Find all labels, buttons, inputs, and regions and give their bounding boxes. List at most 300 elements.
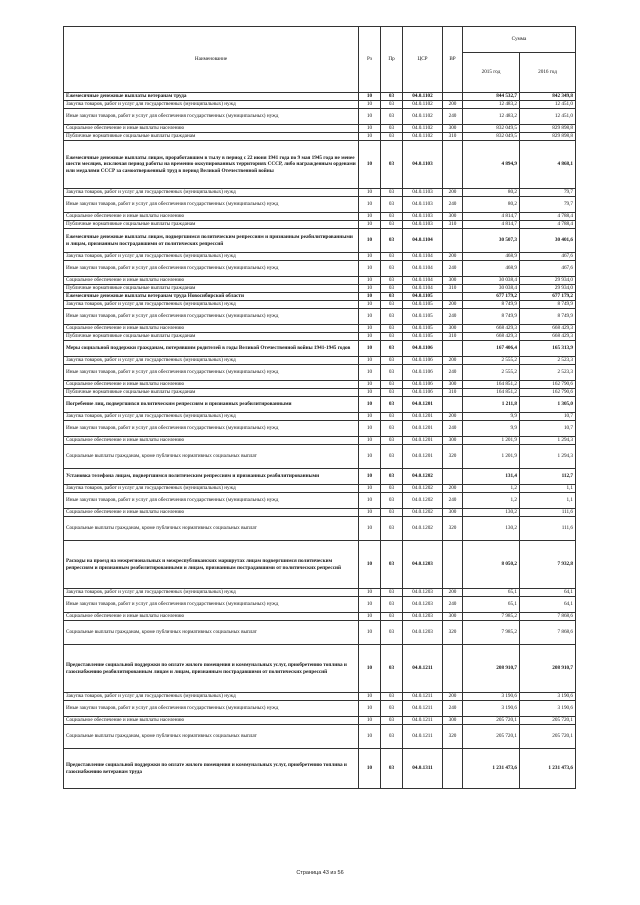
cell-vr <box>443 469 463 485</box>
cell-csr: 04.0.1203 <box>403 613 443 621</box>
budget-table <box>63 26 576 789</box>
cell-rz: 10 <box>359 485 381 493</box>
cell-name: Закупка товаров, работ и услуг для государственных (муниципальных) нужд <box>64 253 359 261</box>
cell-vr: 200 <box>443 413 463 421</box>
cell-name: Иные закупки товаров, работ и услуг для обеспечения государственных (муниципальных) нужд <box>64 597 359 613</box>
cell-pr: 03 <box>381 725 403 749</box>
cell-vr: 240 <box>443 493 463 509</box>
cell-csr: 04.0.1202 <box>403 493 443 509</box>
cell-csr: 04.0.1106 <box>403 365 443 381</box>
cell-csr: 04.0.1104 <box>403 285 443 293</box>
cell-name: Социальные выплаты гражданам, кроме публичных нормативных социальных выплат <box>64 621 359 645</box>
cell-sum-2016: 162 790,6 <box>520 389 576 397</box>
cell-name: Публичные нормативные социальные выплаты гражданам <box>64 133 359 141</box>
cell-vr: 200 <box>443 301 463 309</box>
cell-name: Публичные нормативные социальные выплаты гражданам <box>64 333 359 341</box>
cell-csr: 04.0.1106 <box>403 389 443 397</box>
cell-rz: 10 <box>359 221 381 229</box>
table-row <box>64 693 576 701</box>
cell-rz: 10 <box>359 253 381 261</box>
cell-vr <box>443 141 463 189</box>
cell-sum-2016: 4 868,1 <box>520 141 576 189</box>
cell-sum-2016: 30 401,6 <box>520 229 576 253</box>
cell-rz: 10 <box>359 389 381 397</box>
cell-pr: 03 <box>381 333 403 341</box>
cell-rz: 10 <box>359 189 381 197</box>
cell-vr: 300 <box>443 437 463 445</box>
cell-pr: 03 <box>381 493 403 509</box>
cell-sum-2016: 29 934,0 <box>520 277 576 285</box>
cell-csr: 04.0.1102 <box>403 101 443 109</box>
cell-sum-2016: 111,6 <box>520 509 576 517</box>
cell-sum-2015: 80,2 <box>463 197 520 213</box>
cell-vr: 240 <box>443 421 463 437</box>
cell-pr: 03 <box>381 469 403 485</box>
cell-pr: 03 <box>381 125 403 133</box>
cell-rz: 10 <box>359 133 381 141</box>
table-row <box>64 309 576 325</box>
cell-vr: 300 <box>443 277 463 285</box>
cell-name: Социальное обеспечение и иные выплаты населению <box>64 277 359 285</box>
cell-sum-2016: 1,1 <box>520 485 576 493</box>
cell-name: Социальное обеспечение и иные выплаты населению <box>64 213 359 221</box>
cell-rz: 10 <box>359 693 381 701</box>
table-row <box>64 133 576 141</box>
cell-name: Установка телефона лицам, подвергшимся политическим репрессиям и признанных реабилитированными <box>64 469 359 485</box>
cell-rz: 10 <box>359 341 381 357</box>
cell-vr: 310 <box>443 133 463 141</box>
cell-pr: 03 <box>381 485 403 493</box>
cell-sum-2016: 668 429,3 <box>520 333 576 341</box>
cell-sum-2016: 2 523,3 <box>520 357 576 365</box>
cell-vr <box>443 293 463 301</box>
cell-sum-2015: 65,1 <box>463 597 520 613</box>
cell-pr: 03 <box>381 133 403 141</box>
cell-pr: 03 <box>381 229 403 253</box>
cell-pr: 03 <box>381 621 403 645</box>
table-row <box>64 285 576 293</box>
table-row <box>64 413 576 421</box>
cell-sum-2016: 208 910,7 <box>520 645 576 693</box>
cell-sum-2016: 112,7 <box>520 469 576 485</box>
cell-name: Социальное обеспечение и иные выплаты населению <box>64 509 359 517</box>
table-row <box>64 509 576 517</box>
cell-sum-2015: 468,9 <box>463 261 520 277</box>
cell-name: Меры социальной поддержки гражданам, потерявшим родителей в годы Великой Отечественной войны 1941-1945 годов <box>64 341 359 357</box>
cell-name: Иные закупки товаров, работ и услуг для обеспечения государственных (муниципальных) нужд <box>64 197 359 213</box>
cell-sum-2015: 12 483,2 <box>463 101 520 109</box>
cell-sum-2015: 167 406,4 <box>463 341 520 357</box>
cell-csr: 04.0.1203 <box>403 597 443 613</box>
cell-csr: 04.0.1105 <box>403 293 443 301</box>
cell-rz: 10 <box>359 749 381 789</box>
cell-name: Закупка товаров, работ и услуг для государственных (муниципальных) нужд <box>64 357 359 365</box>
table-row <box>64 93 576 101</box>
table-body <box>64 93 576 789</box>
cell-vr: 200 <box>443 589 463 597</box>
cell-rz: 10 <box>359 277 381 285</box>
cell-name: Социальные выплаты гражданам, кроме публичных нормативных социальных выплат <box>64 517 359 541</box>
table-row <box>64 485 576 493</box>
cell-rz: 10 <box>359 229 381 253</box>
cell-pr: 03 <box>381 253 403 261</box>
cell-vr: 200 <box>443 693 463 701</box>
cell-rz: 10 <box>359 333 381 341</box>
cell-sum-2016: 10,7 <box>520 421 576 437</box>
cell-vr <box>443 397 463 413</box>
cell-pr: 03 <box>381 381 403 389</box>
cell-vr: 320 <box>443 517 463 541</box>
table-row <box>64 421 576 437</box>
cell-pr: 03 <box>381 397 403 413</box>
column-header-2016: 2016 год <box>520 53 576 93</box>
cell-sum-2015: 30 507,3 <box>463 229 520 253</box>
column-header-rz: Рз <box>359 27 381 93</box>
cell-sum-2016: 1 294,3 <box>520 437 576 445</box>
cell-csr: 04.0.1102 <box>403 109 443 125</box>
cell-vr: 200 <box>443 357 463 365</box>
cell-sum-2015: 80,2 <box>463 189 520 197</box>
table-row <box>64 365 576 381</box>
cell-sum-2015: 65,1 <box>463 589 520 597</box>
cell-vr: 300 <box>443 213 463 221</box>
cell-pr: 03 <box>381 589 403 597</box>
cell-sum-2015: 4 814,7 <box>463 221 520 229</box>
cell-rz: 10 <box>359 517 381 541</box>
cell-csr: 04.0.1105 <box>403 333 443 341</box>
cell-csr: 04.0.1202 <box>403 517 443 541</box>
cell-sum-2016: 10,7 <box>520 413 576 421</box>
cell-rz: 10 <box>359 597 381 613</box>
table-row <box>64 517 576 541</box>
cell-sum-2015: 131,4 <box>463 469 520 485</box>
cell-rz: 10 <box>359 101 381 109</box>
cell-csr: 04.0.1102 <box>403 93 443 101</box>
cell-name: Закупка товаров, работ и услуг для государственных (муниципальных) нужд <box>64 693 359 701</box>
cell-csr: 04.0.1201 <box>403 445 443 469</box>
cell-pr: 03 <box>381 93 403 101</box>
cell-rz: 10 <box>359 365 381 381</box>
cell-sum-2015: 164 851,2 <box>463 381 520 389</box>
cell-vr: 200 <box>443 485 463 493</box>
cell-name: Ежемесячные денежные выплаты лицам, подвергшимся политическим репрессиям и признанным реабилитированными и лицам, признанным пострадавшими от политических репрессий <box>64 229 359 253</box>
cell-name: Социальное обеспечение и иные выплаты населению <box>64 381 359 389</box>
cell-csr: 04.0.1201 <box>403 421 443 437</box>
table-row <box>64 493 576 509</box>
cell-rz: 10 <box>359 445 381 469</box>
cell-csr: 04.0.1201 <box>403 413 443 421</box>
cell-csr: 04.0.1104 <box>403 229 443 253</box>
cell-vr: 200 <box>443 101 463 109</box>
cell-sum-2015: 9,9 <box>463 413 520 421</box>
cell-csr: 04.0.1104 <box>403 277 443 285</box>
cell-csr: 04.0.1105 <box>403 301 443 309</box>
cell-rz: 10 <box>359 701 381 717</box>
cell-sum-2015: 1,2 <box>463 485 520 493</box>
cell-sum-2015: 832 049,5 <box>463 133 520 141</box>
cell-sum-2015: 8 749,9 <box>463 309 520 325</box>
cell-sum-2016: 4 788,4 <box>520 213 576 221</box>
cell-csr: 04.0.1203 <box>403 589 443 597</box>
table-row <box>64 469 576 485</box>
cell-name: Социальное обеспечение и иные выплаты населению <box>64 437 359 445</box>
cell-pr: 03 <box>381 213 403 221</box>
cell-name: Закупка товаров, работ и услуг для государственных (муниципальных) нужд <box>64 301 359 309</box>
cell-csr: 04.0.1103 <box>403 221 443 229</box>
cell-rz: 10 <box>359 613 381 621</box>
cell-sum-2015: 3 190,6 <box>463 701 520 717</box>
cell-name: Иные закупки товаров, работ и услуг для обеспечения государственных (муниципальных) нужд <box>64 493 359 509</box>
cell-pr: 03 <box>381 325 403 333</box>
cell-sum-2015: 2 555,2 <box>463 365 520 381</box>
cell-pr: 03 <box>381 365 403 381</box>
cell-sum-2016: 205 720,1 <box>520 725 576 749</box>
cell-name: Ежемесячные денежные выплаты ветеранам труда <box>64 93 359 101</box>
cell-csr: 04.0.1211 <box>403 701 443 717</box>
cell-pr: 03 <box>381 413 403 421</box>
cell-vr: 300 <box>443 717 463 725</box>
cell-vr: 240 <box>443 261 463 277</box>
cell-sum-2016: 7 932,8 <box>520 541 576 589</box>
cell-rz: 10 <box>359 213 381 221</box>
cell-csr: 04.0.1211 <box>403 645 443 693</box>
cell-pr: 03 <box>381 221 403 229</box>
cell-pr: 03 <box>381 509 403 517</box>
cell-pr: 03 <box>381 293 403 301</box>
cell-sum-2016: 1,1 <box>520 493 576 509</box>
cell-sum-2015: 677 179,2 <box>463 293 520 301</box>
table-row <box>64 357 576 365</box>
cell-vr: 200 <box>443 253 463 261</box>
cell-sum-2015: 668 429,3 <box>463 333 520 341</box>
cell-sum-2016: 677 179,2 <box>520 293 576 301</box>
cell-pr: 03 <box>381 109 403 125</box>
cell-name: Иные закупки товаров, работ и услуг для обеспечения государственных (муниципальных) нужд <box>64 701 359 717</box>
cell-rz: 10 <box>359 309 381 325</box>
table-row <box>64 333 576 341</box>
table-row <box>64 381 576 389</box>
column-header-csr: ЦСР <box>403 27 443 93</box>
cell-pr: 03 <box>381 597 403 613</box>
cell-name: Ежемесячные денежные выплаты лицам, проработавшим в тылу в период с 22 июня 1941 года по 9 мая 1945 года не менее шести месяцев, исключая период работы на временно оккупированных территориях СССР, либо награжденным орденами или медалями СССР за самоотверженный труд в период Великой Отечественной войны <box>64 141 359 189</box>
cell-vr: 320 <box>443 621 463 645</box>
cell-vr <box>443 749 463 789</box>
cell-sum-2015: 205 720,1 <box>463 717 520 725</box>
cell-csr: 04.0.1106 <box>403 381 443 389</box>
table-row <box>64 445 576 469</box>
cell-sum-2015: 30 038,4 <box>463 285 520 293</box>
cell-csr: 04.0.1103 <box>403 189 443 197</box>
cell-csr: 04.0.1211 <box>403 693 443 701</box>
cell-name: Социальные выплаты гражданам, кроме публичных нормативных социальных выплат <box>64 725 359 749</box>
cell-pr: 03 <box>381 285 403 293</box>
cell-name: Социальное обеспечение и иные выплаты населению <box>64 717 359 725</box>
cell-rz: 10 <box>359 509 381 517</box>
cell-sum-2016: 111,6 <box>520 517 576 541</box>
column-header-2015: 2015 год <box>463 53 520 93</box>
cell-rz: 10 <box>359 261 381 277</box>
cell-vr <box>443 229 463 253</box>
cell-rz: 10 <box>359 301 381 309</box>
cell-csr: 04.0.1102 <box>403 125 443 133</box>
cell-pr: 03 <box>381 421 403 437</box>
cell-pr: 03 <box>381 277 403 285</box>
table-row <box>64 197 576 213</box>
cell-csr: 04.0.1105 <box>403 309 443 325</box>
cell-sum-2016: 205 720,1 <box>520 717 576 725</box>
cell-sum-2016: 12 451,0 <box>520 101 576 109</box>
cell-sum-2016: 12 451,0 <box>520 109 576 125</box>
cell-pr: 03 <box>381 717 403 725</box>
cell-vr: 300 <box>443 325 463 333</box>
table-row <box>64 301 576 309</box>
cell-csr: 04.0.1103 <box>403 197 443 213</box>
cell-name: Иные закупки товаров, работ и услуг для обеспечения государственных (муниципальных) нужд <box>64 109 359 125</box>
cell-rz: 10 <box>359 469 381 485</box>
cell-csr: 04.0.1202 <box>403 509 443 517</box>
cell-sum-2015: 3 190,6 <box>463 693 520 701</box>
cell-sum-2015: 12 483,2 <box>463 109 520 125</box>
cell-pr: 03 <box>381 141 403 189</box>
cell-name: Социальное обеспечение и иные выплаты населению <box>64 613 359 621</box>
cell-sum-2015: 1 231 473,6 <box>463 749 520 789</box>
cell-sum-2015: 7 985,2 <box>463 621 520 645</box>
cell-name: Закупка товаров, работ и услуг для государственных (муниципальных) нужд <box>64 101 359 109</box>
cell-pr: 03 <box>381 261 403 277</box>
cell-csr: 04.0.1105 <box>403 325 443 333</box>
cell-vr: 320 <box>443 445 463 469</box>
cell-pr: 03 <box>381 301 403 309</box>
cell-csr: 04.0.1201 <box>403 437 443 445</box>
cell-sum-2016: 2 523,3 <box>520 365 576 381</box>
cell-rz: 10 <box>359 645 381 693</box>
cell-pr: 03 <box>381 645 403 693</box>
cell-sum-2015: 832 049,5 <box>463 125 520 133</box>
cell-rz: 10 <box>359 493 381 509</box>
table-row <box>64 589 576 597</box>
cell-name: Иные закупки товаров, работ и услуг для обеспечения государственных (муниципальных) нужд <box>64 261 359 277</box>
cell-name: Закупка товаров, работ и услуг для государственных (муниципальных) нужд <box>64 485 359 493</box>
table-row <box>64 717 576 725</box>
cell-csr: 04.0.1211 <box>403 725 443 749</box>
cell-rz: 10 <box>359 293 381 301</box>
cell-csr: 04.0.1202 <box>403 485 443 493</box>
cell-vr: 300 <box>443 125 463 133</box>
cell-vr <box>443 645 463 693</box>
cell-rz: 10 <box>359 93 381 101</box>
cell-csr: 04.0.1106 <box>403 341 443 357</box>
table-row <box>64 101 576 109</box>
table-row <box>64 597 576 613</box>
cell-pr: 03 <box>381 189 403 197</box>
cell-sum-2016: 165 313,9 <box>520 341 576 357</box>
cell-rz: 10 <box>359 381 381 389</box>
table-row <box>64 645 576 693</box>
cell-sum-2016: 1 294,3 <box>520 445 576 469</box>
cell-pr: 03 <box>381 309 403 325</box>
cell-sum-2015: 130,2 <box>463 509 520 517</box>
column-header-pr: Пр <box>381 27 403 93</box>
cell-csr: 04.0.1211 <box>403 717 443 725</box>
cell-csr: 04.0.1102 <box>403 133 443 141</box>
table-row <box>64 325 576 333</box>
cell-sum-2016: 1 305,0 <box>520 397 576 413</box>
cell-pr: 03 <box>381 357 403 365</box>
cell-pr: 03 <box>381 389 403 397</box>
cell-sum-2015: 7 985,2 <box>463 613 520 621</box>
cell-rz: 10 <box>359 125 381 133</box>
cell-sum-2016: 64,1 <box>520 589 576 597</box>
cell-pr: 03 <box>381 101 403 109</box>
cell-sum-2016: 7 868,6 <box>520 613 576 621</box>
cell-vr: 240 <box>443 197 463 213</box>
cell-vr <box>443 93 463 101</box>
cell-sum-2016: 64,1 <box>520 597 576 613</box>
cell-vr: 310 <box>443 333 463 341</box>
cell-name: Социальные выплаты гражданам, кроме публичных нормативных социальных выплат <box>64 445 359 469</box>
cell-rz: 10 <box>359 421 381 437</box>
cell-pr: 03 <box>381 197 403 213</box>
cell-sum-2016: 467,6 <box>520 261 576 277</box>
cell-csr: 04.0.1203 <box>403 541 443 589</box>
cell-vr: 300 <box>443 613 463 621</box>
cell-rz: 10 <box>359 357 381 365</box>
cell-sum-2015: 208 910,7 <box>463 645 520 693</box>
cell-name: Публичные нормативные социальные выплаты гражданам <box>64 285 359 293</box>
cell-sum-2016: 829 898,8 <box>520 125 576 133</box>
cell-sum-2016: 29 934,0 <box>520 285 576 293</box>
cell-sum-2016: 467,6 <box>520 253 576 261</box>
cell-sum-2015: 2 555,2 <box>463 357 520 365</box>
column-header-name: Наименование <box>64 27 359 93</box>
table-row <box>64 277 576 285</box>
table-row <box>64 253 576 261</box>
cell-sum-2015: 4 814,7 <box>463 213 520 221</box>
cell-vr: 240 <box>443 597 463 613</box>
cell-vr: 240 <box>443 109 463 125</box>
table-row <box>64 125 576 133</box>
cell-rz: 10 <box>359 109 381 125</box>
cell-vr: 310 <box>443 389 463 397</box>
cell-sum-2016: 842 349,8 <box>520 93 576 101</box>
cell-name: Социальное обеспечение и иные выплаты населению <box>64 325 359 333</box>
table-row <box>64 189 576 197</box>
cell-sum-2015: 4 894,9 <box>463 141 520 189</box>
cell-pr: 03 <box>381 541 403 589</box>
table-row <box>64 725 576 749</box>
cell-sum-2015: 8 749,9 <box>463 301 520 309</box>
cell-name: Публичные нормативные социальные выплаты гражданам <box>64 221 359 229</box>
cell-sum-2015: 468,9 <box>463 253 520 261</box>
cell-vr: 240 <box>443 365 463 381</box>
cell-vr <box>443 541 463 589</box>
cell-sum-2015: 844 532,7 <box>463 93 520 101</box>
table-row <box>64 213 576 221</box>
cell-sum-2016: 8 749,9 <box>520 301 576 309</box>
table-row <box>64 109 576 125</box>
cell-name: Иные закупки товаров, работ и услуг для обеспечения государственных (муниципальных) нужд <box>64 309 359 325</box>
cell-sum-2015: 8 050,2 <box>463 541 520 589</box>
page-number: Страница 43 из 56 <box>296 870 344 876</box>
cell-pr: 03 <box>381 613 403 621</box>
cell-csr: 04.0.1103 <box>403 213 443 221</box>
table-row <box>64 341 576 357</box>
cell-sum-2016: 4 788,4 <box>520 221 576 229</box>
cell-name: Предоставление социальной поддержки по оплате жилого помещения и коммунальных услуг, приобретению топлива и газоснабжению реабилитированным лицам и лицам, признанным пострадавшими от политических репрессий <box>64 645 359 693</box>
table-row <box>64 701 576 717</box>
cell-sum-2015: 9,9 <box>463 421 520 437</box>
cell-rz: 10 <box>359 717 381 725</box>
